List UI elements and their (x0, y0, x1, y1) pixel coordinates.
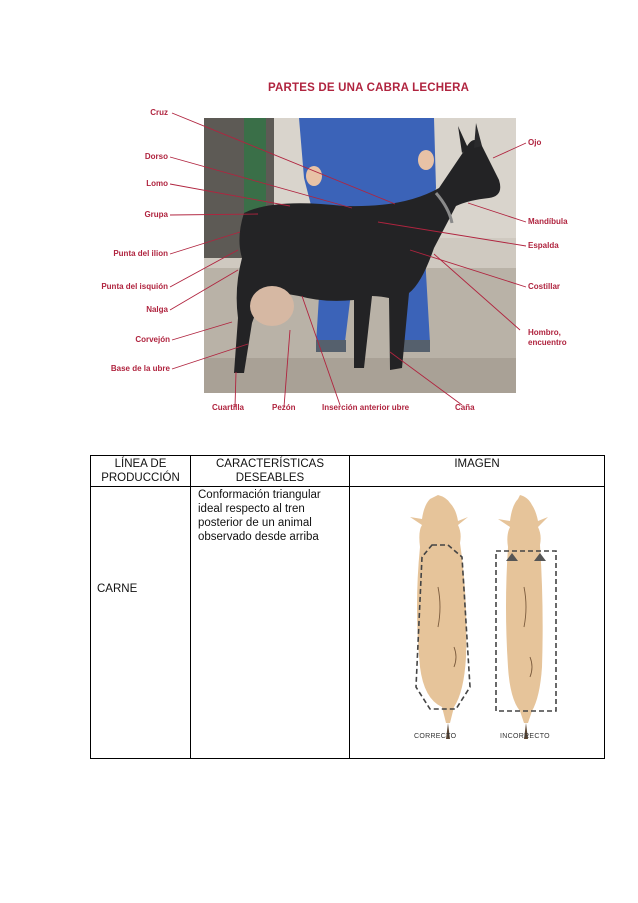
cell-caracteristicas (191, 487, 350, 759)
conformation-figure (350, 487, 604, 758)
diagram-title: PARTES DE UNA CABRA LECHERA (268, 82, 470, 94)
label-encuentro: encuentro (528, 338, 567, 347)
label-dorso: Dorso (144, 152, 168, 161)
label-pezon: Pezón (272, 403, 296, 412)
label-cuartilla: Cuartilla (212, 403, 245, 412)
goat-top-view-correct (410, 495, 470, 739)
label-hombro: Hombro, (528, 328, 561, 337)
linea-value: CARNE (97, 582, 138, 595)
goat-parts-diagram (0, 0, 638, 430)
label-cana: Caña (455, 403, 475, 412)
header-imagen (350, 456, 605, 487)
caption-correcto: CORRECTO (414, 733, 457, 740)
label-punta-isquion: Punta del isquión (101, 282, 168, 291)
cell-imagen (350, 487, 605, 759)
header-caract-line2: DESEABLES (235, 472, 305, 484)
label-punta-ilion: Punta del ilion (113, 249, 168, 258)
label-costillar: Costillar (528, 282, 561, 291)
header-linea-line2: PRODUCCIÓN (101, 472, 180, 484)
label-grupa: Grupa (144, 210, 168, 219)
label-insercion-anterior-ubre: Inserción anterior ubre (322, 403, 410, 412)
label-cruz: Cruz (150, 108, 168, 117)
label-corvejon: Corvejón (135, 335, 170, 344)
label-nalga: Nalga (146, 305, 168, 314)
table-row (91, 487, 605, 759)
caracteristicas-value: Conformación triangular ideal respecto al tren posterior de un animal observado desde arriba (198, 489, 321, 543)
goat-top-view-incorrect (496, 495, 556, 739)
header-linea-produccion (91, 456, 191, 487)
cell-linea (91, 487, 191, 759)
caption-incorrecto: INCORRECTO (500, 733, 550, 740)
header-caract-line1: CARACTERÍSTICAS (216, 458, 324, 470)
production-table (90, 455, 605, 759)
label-base-ubre: Base de la ubre (110, 364, 170, 373)
header-caracteristicas (191, 456, 350, 487)
table-header-row (91, 456, 605, 487)
label-mandibula: Mandíbula (528, 217, 568, 226)
label-ojo: Ojo (528, 138, 542, 147)
label-espalda: Espalda (528, 241, 559, 250)
label-lomo: Lomo (146, 179, 168, 188)
header-linea-line1: LÍNEA DE (114, 458, 167, 470)
header-imagen-text: IMAGEN (454, 458, 500, 470)
